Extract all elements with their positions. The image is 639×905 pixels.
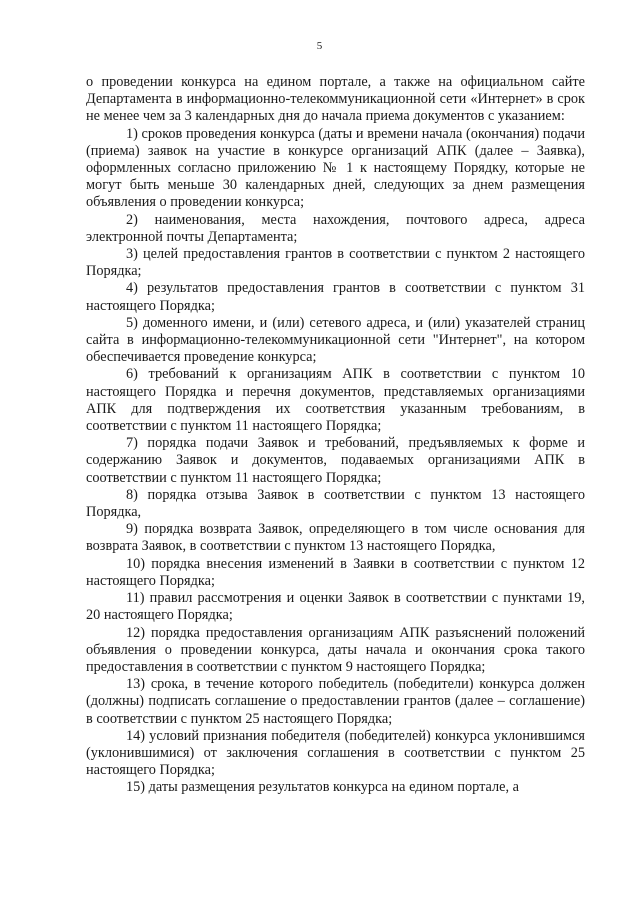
list-item-3: 3) целей предоставления грантов в соответствии с пунктом 2 настоящего Порядка; xyxy=(86,246,585,280)
paragraph-intro: о проведении конкурса на едином портале, а также на официальном сайте Департамента в информационно-телекоммуникационной сети «Интернет» в срок не менее чем за 3 календарных дня до начала приема документов с указанием: xyxy=(86,74,585,125)
list-item-13: 13) срока, в течение которого победитель (победители) конкурса должен (должны) подписать соглашение о предоставлении грантов (далее – соглашение) в соответствии с пунктом 25 настоящего Порядка; xyxy=(86,676,585,727)
list-item-10: 10) порядка внесения изменений в Заявки в соответствии с пунктом 12 настоящего Порядка; xyxy=(86,555,585,589)
list-item-5: 5) доменного имени, и (или) сетевого адреса, и (или) указателей страниц сайта в информационно-телекоммуникационной сети "Интернет", на котором обеспечивается проведение конкурса; xyxy=(86,314,585,366)
list-item-4: 4) результатов предоставления грантов в соответствии с пунктом 31 настоящего Порядка; xyxy=(86,280,585,314)
list-item-12: 12) порядка предоставления организациям АПК разъяснений положений объявления о проведении конкурса, даты начала и окончания срока такого предоставления в соответствии с пунктом 9 настоящего Порядка; xyxy=(86,624,585,675)
list-item-14: 14) условий признания победителя (победителей) конкурса уклонившимся (уклонившимися) от заключения соглашения в соответствии с пунктом 25 настоящего Порядка; xyxy=(86,727,585,779)
list-item-15: 15) даты размещения результатов конкурса на едином портале, а xyxy=(126,779,519,796)
list-item-9: 9) порядка возврата Заявок, определяющего в том числе основания для возврата Заявок, в соответствии с пунктом 13 настоящего Порядка, xyxy=(86,521,585,555)
list-item-6: 6) требований к организациям АПК в соответствии с пунктом 10 настоящего Порядка и перечня документов, представляемых организациями АПК для подтверждения их соответствия указанным требованиям, в соответствии с пунктом 11 настоящего Порядка; xyxy=(86,366,585,435)
list-item-2: 2) наименования, места нахождения, почтового адреса, адреса электронной почты Департамента; xyxy=(86,211,585,245)
document-body xyxy=(86,74,585,797)
page-number: 5 xyxy=(316,40,323,52)
list-item-7: 7) порядка подачи Заявок и требований, предъявляемых к форме и содержанию Заявок и документов, подаваемых организациями АПК в соответствии с пунктом 11 настоящего Порядка; xyxy=(86,435,585,486)
list-item-11: 11) правил рассмотрения и оценки Заявок в соответствии с пунктами 19, 20 настоящего Порядка; xyxy=(86,590,585,624)
list-item-8: 8) порядка отзыва Заявок в соответствии с пунктом 13 настоящего Порядка, xyxy=(86,486,585,521)
list-item-1: 1) сроков проведения конкурса (даты и времени начала (окончания) подачи (приема) заявок на участие в конкурсе организаций АПК (далее – Заявка), оформленных согласно приложению № 1 к настоящему Порядку, которые не могут быть меньше 30 календарных дней, следующих за днем размещения объявления о проведении конкурса; xyxy=(86,125,585,211)
